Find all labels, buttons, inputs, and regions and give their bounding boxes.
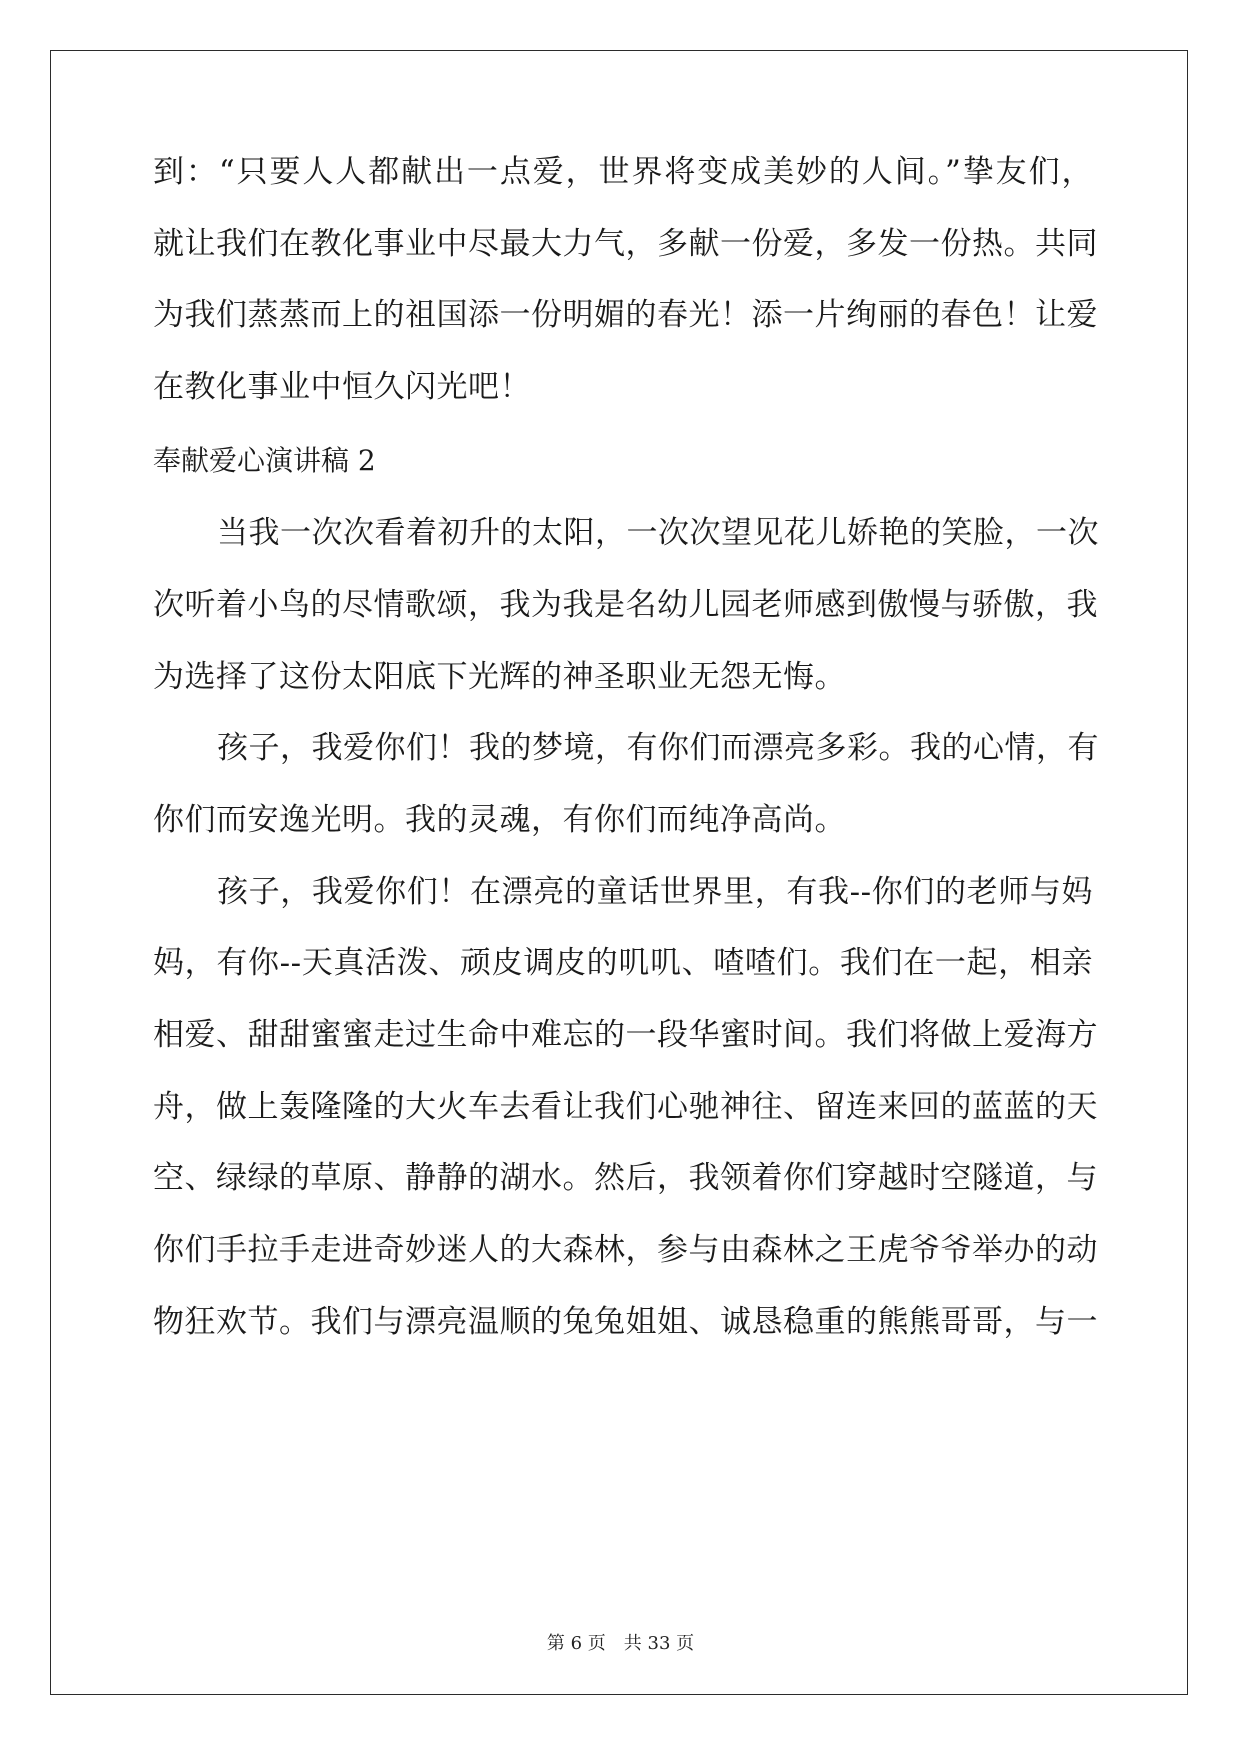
text-line: 就让我们在教化事业中尽最大力气，多献一份爱，多发一份热。共同: [153, 226, 1098, 262]
text-line: 空、绿绿的草原、静静的湖水。然后，我领着你们穿越时空隧道，与: [153, 1160, 1098, 1196]
page-number: 第 6 页: [546, 1633, 606, 1654]
text-line: 相爱、甜甜蜜蜜走过生命中难忘的一段华蜜时间。我们将做上爱海方: [153, 1017, 1098, 1053]
text-line: 孩子，我爱你们！在漂亮的童话世界里，有我--你们的老师与妈: [217, 874, 1093, 910]
text-line: 物狂欢节。我们与漂亮温顺的兔兔姐姐、诚恳稳重的熊熊哥哥，与一: [153, 1304, 1098, 1340]
text-line: 次听着小鸟的尽情歌颂，我为我是名幼儿园老师感到傲慢与骄傲，我: [153, 587, 1098, 623]
text-line: 孩子，我爱你们！我的梦境，有你们而漂亮多彩。我的心情，有: [217, 730, 1099, 766]
section-heading: 奉献爱心演讲稿 2: [153, 444, 376, 477]
text-line: 到：“只要人人都献出一点爱，世界将变成美妙的人间。”挚友们，: [153, 154, 1093, 190]
text-line: 为选择了这份太阳底下光辉的神圣职业无怨无悔。: [153, 659, 846, 695]
text-line: 你们手拉手走进奇妙迷人的大森林，参与由森林之王虎爷爷举办的动: [153, 1232, 1098, 1268]
text-line: 在教化事业中恒久闪光吧！: [153, 369, 531, 405]
text-line: 为我们蒸蒸而上的祖国添一份明媚的春光！添一片绚丽的春色！让爱: [153, 297, 1098, 333]
text-line: 妈，有你--天真活泼、顽皮调皮的叽叽、喳喳们。我们在一起，相亲: [153, 945, 1093, 981]
text-line: 舟，做上轰隆隆的大火车去看让我们心驰神往、留连来回的蓝蓝的天: [153, 1089, 1098, 1125]
page-footer: [0, 1632, 1241, 1656]
text-line: 你们而安逸光明。我的灵魂，有你们而纯净高尚。: [153, 802, 846, 838]
page-total: 共 33 页: [623, 1633, 695, 1654]
text-line: 当我一次次看着初升的太阳，一次次望见花儿娇艳的笑脸，一次: [217, 515, 1099, 551]
